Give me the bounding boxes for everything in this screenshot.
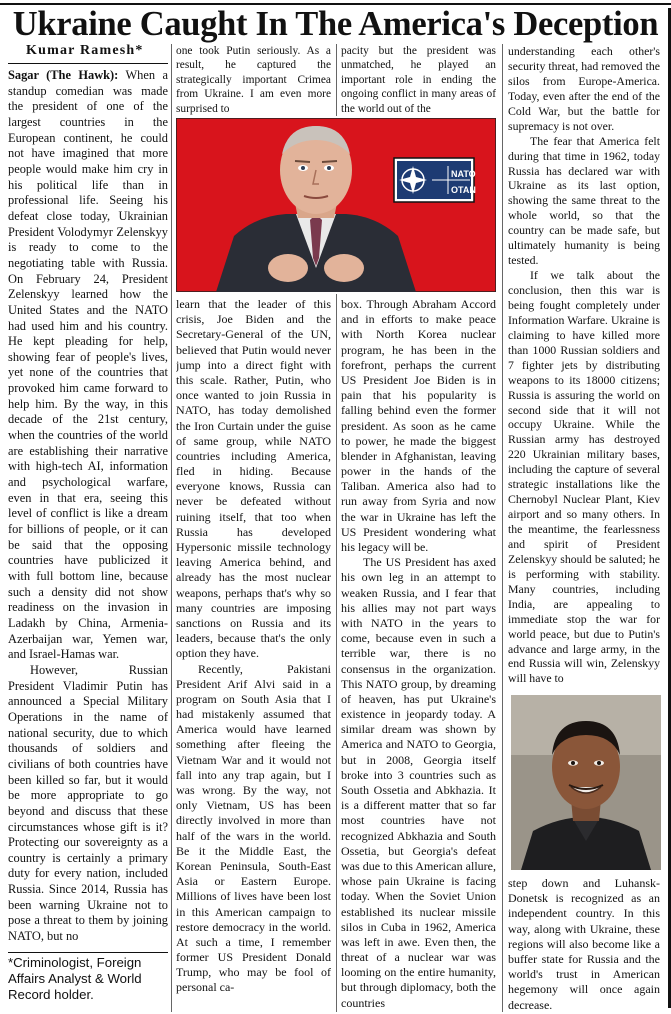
col4-para-2: The fear that America felt during that time in 1962, today Russia has declared war with Ukraine as its last option, showing the same threat to the whole world, so that the country can be made safe, but ultimately humanity is being tested. <box>508 133 660 268</box>
column-1 <box>8 68 168 948</box>
otan-sign-label: OTAN <box>451 185 476 195</box>
column-4-top <box>508 44 660 692</box>
article-headline: Ukraine Caught In The America's Deception <box>12 5 659 43</box>
column-rule-2 <box>336 44 337 116</box>
column-rule-1 <box>171 44 172 1012</box>
col4-para-3: If we talk about the conclusion, then this war is being fought completely under Information Warfare. Ukraine is claiming to have killed more than 1000 Russian soldiers and 7 fighter jets by distributing weapons to its 18000 citizens; Russia is assuring the world on second side that it will not occupy Ukraine. While the Russian army has destroyed 220 Ukrainian military bases, including the capture of several strategic installations like the Chernobyl Nuclear Plant, Kiev airport and so many others. In the meantime, the fearlessness and spirit of President Zelenskyy should be saluted; he is performing with stability. Many countries, including India, are appealing to immediate stop the war for world peace, but due to Putin's advance and large army, in the end Russia will win, Zelenskyy will have to <box>508 268 660 686</box>
lead-in: Sagar (The Hawk): <box>8 68 119 82</box>
column-2-bottom <box>176 297 331 1012</box>
byline: Kumar Ramesh* <box>26 43 144 58</box>
column-2-top <box>176 44 331 116</box>
col3-para-2: The US President has axed his own leg in an attempt to weaken Russia, and I fear that his allies may not part ways with NATO in the years to come, because even in such a terrible war, there is no consensus in the organization. This NATO group, by dreaming of heaven, has put Ukraine's existence in jeopardy today. A similar dream was shown by America and NATO to Georgia, but in 2008, Georgia itself broke into 3 countries such as South Ossetia and Abkhazia. It is a different matter that so far most countries have not recognized Abkhazia and South Ossetia, but Georgia's defeat was due to this American allure, whose pain Ukraine is facing today. When the Soviet Union established its nuclear missile silos in Cuba in 1962, America was left in awe. Even then, the threat of a nuclear war was looming on the entire humanity, but through diplomacy, both the countries <box>341 555 496 1010</box>
footnote-rule <box>8 952 168 953</box>
column-rule-3 <box>502 44 503 1012</box>
putin-nato-cartoon <box>176 118 496 292</box>
col2-para-2: Recently, Pakistani President Arif Alvi said in a program on South Asia that I had mistakenly assumed that America would have learned something after fleeing the Vietnam War and it would not fall into any trap again, but I was wrong. By the way, not only Vietnam, US has been directly involved in more than half of the wars in the world. Be it the Middle East, the Korean Peninsula, South-East Asia or Eastern Europe. Millions of lives have been lost in this American campaign to restore democracy in the world. At such a time, I remember former US President Donald Trump, who may be fool of personal ca- <box>176 661 331 995</box>
column-4-bottom <box>508 876 660 1012</box>
col3-para-1: box. Through Abraham Accord and in efforts to make peace with North Korea nuclear program, he has been in the forefront, perhaps the current US President Joe Biden is in pain that his popularity is falling behind even the former president. As soon as he came to power, he made the biggest blender in Afghanistan, leaving power in the hands of the Taliban. America also had to run away from Syria and now the war in Ukraine has left the US President wondering what his legacy will be. <box>341 297 496 554</box>
column-3-bottom <box>341 297 496 1012</box>
col3-top-text: pacity but the president was unmatched, he played an important role in ending the ongoing conflict in many areas of the world out of the <box>341 45 496 115</box>
column-3-top <box>341 44 496 116</box>
author-footnote: *Criminologist, Foreign Affairs Analyst & World Record holder. <box>8 955 142 1002</box>
col1-para-1-text: When a standup comedian was made the president of one of the largest countries in the European continent, he could not have imagined that more people would make him cry in his political life than in professional life. Seeing his defeat close today, Ukrainian President Volodymyr Zelenskyy is ready to come to the negotiating table with Russia. On February 24, President Zelenskyy learned how the United States and the NATO had used him and his country. He kept pleading for help, showing fear of people's lives, yet none of the countries that provoked him came forward to help him. By the way, in this decade of the 21st century, when the countries of the world are establishing their narrative with high-tech AI, information and psychological warfare, even in that era, seeing this level of conflict is like a dream for billions of people, or it can be said that the opposing countries have publicized it with full bottom line, because such a density did not show readiness on the invasion in Ladakh by China, Armenia-Azerbaijan war, Yemen war, and Israel-Hamas war. <box>8 68 168 662</box>
column-rule-2-lower <box>336 294 337 1012</box>
col4-para-1: understanding each other's security threat, had removed the silos from Europe-America. Today, even after the end of the Cold War, but the battle for supremacy is not over. <box>508 44 660 133</box>
author-portrait-image <box>511 695 661 870</box>
byline-rule <box>8 63 168 64</box>
col1-para-1 <box>8 68 168 663</box>
col4-bottom-text: step down and Luhansk-Donetsk is recognized as an independent country. In this way, along with Ukraine, these regions will also become like a buffer state for Russia and the world's trust in American hegemony will once again decrease. <box>508 876 660 1012</box>
nato-sign-label: NATO <box>451 169 476 179</box>
cartoon-illustration <box>176 118 496 292</box>
col1-para-2: However, Russian President Vladimir Putin has announced a Special Military Operations in the name of national security, due to which thousands of soldiers and civilians of both countries have been killed so far, but it would be more appropriate to go beyond and discuss that these circumstances whose gift is it? Protecting our sovereignty as a country is certainly a primary duty for every nation, included Russia. Since 2014, Russia has been warning Ukraine not to pose a threat to them by joining NATO, but no <box>8 662 168 944</box>
author-photo <box>511 695 661 870</box>
col2-para-1: learn that the leader of this crisis, Joe Biden and the Secretary-General of the UN, believed that Putin would never jump into a direct fight with this scale. Rather, Putin, who once wanted to join Russia in NATO, has today demolished the Iron Curtain under the guise of same group, while NATO countries including America, fled in hiding. Because everyone knows, Russia can never be defeated without ruining itself, that too when Russia has developed Hypersonic missile technology leaving America behind, and already has the most nuclear weapons, perhaps that's why so many countries are imposing sanctions on Russia and its leaders, because that's the only option they have. <box>176 297 331 661</box>
col2-top-text: one took Putin seriously. As a result, he captured the strategically important Crimea from Ukraine. I am even more surprised to <box>176 45 331 115</box>
